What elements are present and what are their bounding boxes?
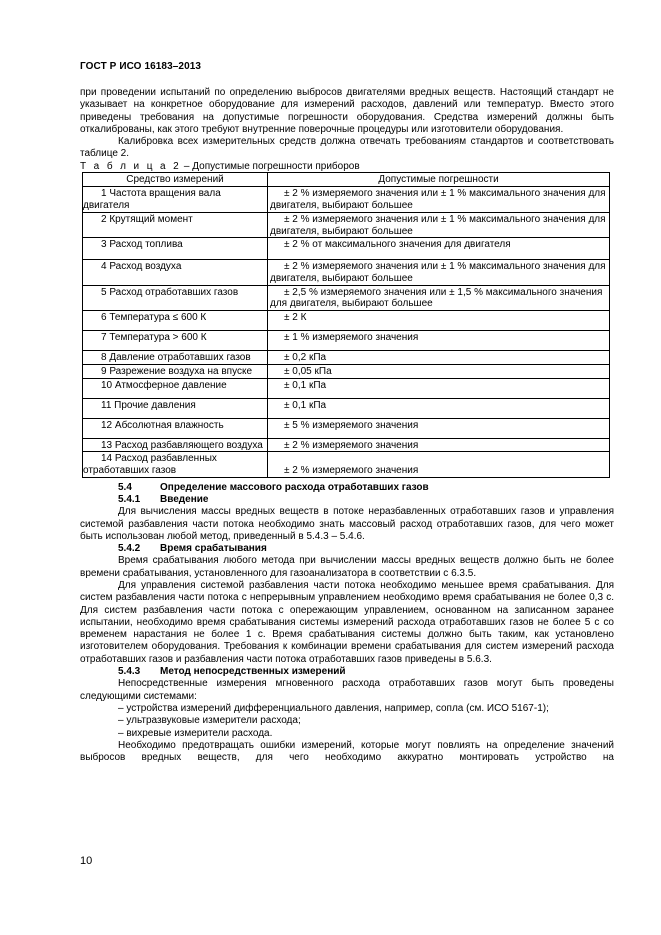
cell-text: ± 2 К <box>284 312 307 324</box>
table-caption-label: Т а б л и ц а 2 <box>80 160 182 172</box>
section-number: 5.4.1 <box>118 493 141 505</box>
cell-text: ± 0,2 кПа <box>284 352 327 364</box>
cell-text: 3 Расход топлива <box>101 239 183 251</box>
table-row <box>83 260 610 285</box>
cell-text: 10 Атмосферное давление <box>101 379 227 391</box>
cell-text: 5 Расход отработавших газов <box>101 286 239 298</box>
subsection-heading-5-4-1 <box>80 494 614 506</box>
section-heading-5-4 <box>80 482 614 494</box>
table-row <box>83 331 610 351</box>
section-title: Определение массового расхода отработавших газов <box>160 481 429 493</box>
table-cell-error <box>268 212 610 237</box>
table-row <box>83 398 610 418</box>
table-row <box>83 285 610 310</box>
list-item: – устройства измерений дифференциального давления, например, сопла (см. ИСО 5167-1); <box>118 702 549 714</box>
paragraph: Необходимо предотвращать ошибки измерений, которые могут повлиять на определение значений выбросов вредных веществ, для чего необходимо аккуратно монтировать устройство на <box>80 739 614 764</box>
table-cell-error <box>268 285 610 310</box>
table-cell-error <box>268 331 610 351</box>
table-header-instrument: Средство измерений <box>83 172 268 187</box>
cell-text: 13 Расход разбавляющего воздуха <box>101 439 263 451</box>
intro-paragraph-1: при проведении испытаний по определению выбросов двигателями вредных веществ. Настоящий стандарт не указывает на конкретное оборудование для измерений расходов, давлений или температур. Вместо этого приведены требования на допустимые погрешности оборудования. Средства измерений должны быть откалиброваны, как этого требуют внутренние поверочные процедуры или изготовители оборудования. <box>80 87 614 135</box>
table-row <box>83 187 610 212</box>
table-row <box>83 452 610 477</box>
subsection-heading-5-4-2 <box>80 543 614 555</box>
cell-text: ± 2 % от максимального значения для двигателя <box>284 239 511 251</box>
table-cell-error <box>268 452 610 477</box>
table-cell-error <box>268 418 610 438</box>
cell-text: 7 Температура > 600 К <box>101 332 207 344</box>
table-cell-instrument <box>83 285 268 310</box>
table-cell-instrument <box>83 311 268 331</box>
cell-text: ± 2 % измеряемого значения или ± 1 % максимального значения для двигателя, выбирают большее <box>270 213 606 237</box>
cell-text: 6 Температура ≤ 600 К <box>101 312 207 324</box>
section-title: Метод непосредственных измерений <box>160 666 346 678</box>
table-header-row <box>83 172 610 187</box>
cell-text: ± 2 % измеряемого значения <box>284 464 419 476</box>
section-number: 5.4.3 <box>118 666 141 678</box>
cell-text: ± 0,1 кПа <box>284 399 327 411</box>
table-cell-instrument <box>83 418 268 438</box>
cell-text: 12 Абсолютная влажность <box>101 419 224 431</box>
table-row <box>83 238 610 260</box>
table-cell-error <box>268 438 610 452</box>
cell-text: ± 2 % измеряемого значения или ± 1 % максимального значения для двигателя, выбирают большее <box>270 188 606 212</box>
paragraph: Время срабатывания любого метода при вычислении массы вредных веществ должно быть не более времени срабатывания, установленного для газоанализатора в соответствии с 6.3.5. <box>80 555 614 579</box>
table-cell-instrument <box>83 351 268 365</box>
table-cell-error <box>268 364 610 378</box>
table-cell-instrument <box>83 238 268 260</box>
section-title: Время срабатывания <box>160 543 267 555</box>
table-cell-error <box>268 398 610 418</box>
cell-text: ± 2 % измеряемого значения <box>284 439 419 451</box>
table-row <box>83 351 610 365</box>
subsection-heading-5-4-3 <box>80 666 614 678</box>
section-number: 5.4.2 <box>118 543 141 555</box>
table-row <box>83 378 610 398</box>
page-content <box>80 87 614 764</box>
table-cell-instrument <box>83 378 268 398</box>
page-number: 10 <box>80 855 93 867</box>
table-cell-error <box>268 311 610 331</box>
table-row <box>83 311 610 331</box>
table-cell-error <box>268 378 610 398</box>
table-cell-instrument <box>83 187 268 212</box>
table-cell-instrument <box>83 438 268 452</box>
cell-text: ± 1 % измеряемого значения <box>284 332 419 344</box>
cell-text: 9 Разрежение воздуха на впуске <box>101 365 253 377</box>
intro-paragraph-2: Калибровка всех измерительных средств должна отвечать требованиям стандартов и соответствовать таблице 2. <box>80 136 614 160</box>
table-cell-instrument <box>83 398 268 418</box>
table-row <box>83 418 610 438</box>
table-row <box>83 212 610 237</box>
cell-text: 1 Частота вращения вала двигателя <box>83 188 221 212</box>
paragraph: Непосредственные измерения мгновенного расхода отработавших газов могут быть проведены следующими системами: <box>80 678 614 702</box>
table-caption-text: – Допустимые погрешности приборов <box>181 160 360 172</box>
cell-text: 2 Крутящий момент <box>101 213 193 225</box>
table-header-error: Допустимые погрешности <box>268 172 610 187</box>
paragraph: Для вычисления массы вредных веществ в потоке неразбавленных отработавших газов и управления системой разбавления части потока необходимо знать массовый расход отработавших газов, для чего может быть использован любой метод, приведенный в 5.4.3 – 5.4.6. <box>80 506 614 542</box>
tolerances-table <box>82 172 610 478</box>
cell-text: 8 Давление отработавших газов <box>101 352 251 364</box>
table-row <box>83 364 610 378</box>
table-cell-instrument <box>83 212 268 237</box>
table-cell-instrument <box>83 452 268 477</box>
table-cell-error <box>268 351 610 365</box>
table-row <box>83 438 610 452</box>
document-header: ГОСТ Р ИСО 16183–2013 <box>80 61 202 72</box>
table-cell-error <box>268 260 610 285</box>
cell-text: ± 5 % измеряемого значения <box>284 419 419 431</box>
table-caption <box>80 161 614 172</box>
cell-text: ± 2 % измеряемого значения или ± 1 % максимального значения для двигателя, выбирают большее <box>270 261 606 284</box>
cell-text: ± 2,5 % измеряемого значения или ± 1,5 % максимального значения для двигателя, выбирают большее <box>270 286 603 310</box>
section-number: 5.4 <box>118 481 132 493</box>
table-cell-error <box>268 187 610 212</box>
cell-text: 14 Расход разбавленных отработавших газов <box>83 453 217 476</box>
paragraph: Для управления системой разбавления части потока необходимо меньшее время срабатывания. Для систем разбавления части потока с непрерывным управлением необходимо время срабатывания не более 0,3 с. Для систем разбавления части потока с опережающим управлением, основанном на записанном заранее испытании, необходимо время срабатывания системы измерений расхода отработавших газов не более 5 с со временем нарастания не более 1 с. Время срабатывания системы должно быть таким, как установлено изготовителем оборудования. Требования к комбинации времени срабатывания для систем измерений расхода отработавших газов и разбавления части потока отработавших газов приведены в 5.6.3. <box>80 580 614 665</box>
cell-text: 11 Прочие давления <box>101 399 196 411</box>
table-cell-instrument <box>83 364 268 378</box>
table-cell-error <box>268 238 610 260</box>
cell-text: 4 Расход воздуха <box>101 261 182 273</box>
list-item: – ультразвуковые измерители расхода; <box>118 715 301 727</box>
cell-text: ± 0,1 кПа <box>284 379 327 391</box>
cell-text: ± 0,05 кПа <box>284 365 332 377</box>
section-title: Введение <box>160 493 209 505</box>
table-cell-instrument <box>83 331 268 351</box>
table-cell-instrument <box>83 260 268 285</box>
list-item: – вихревые измерители расхода. <box>118 727 273 739</box>
